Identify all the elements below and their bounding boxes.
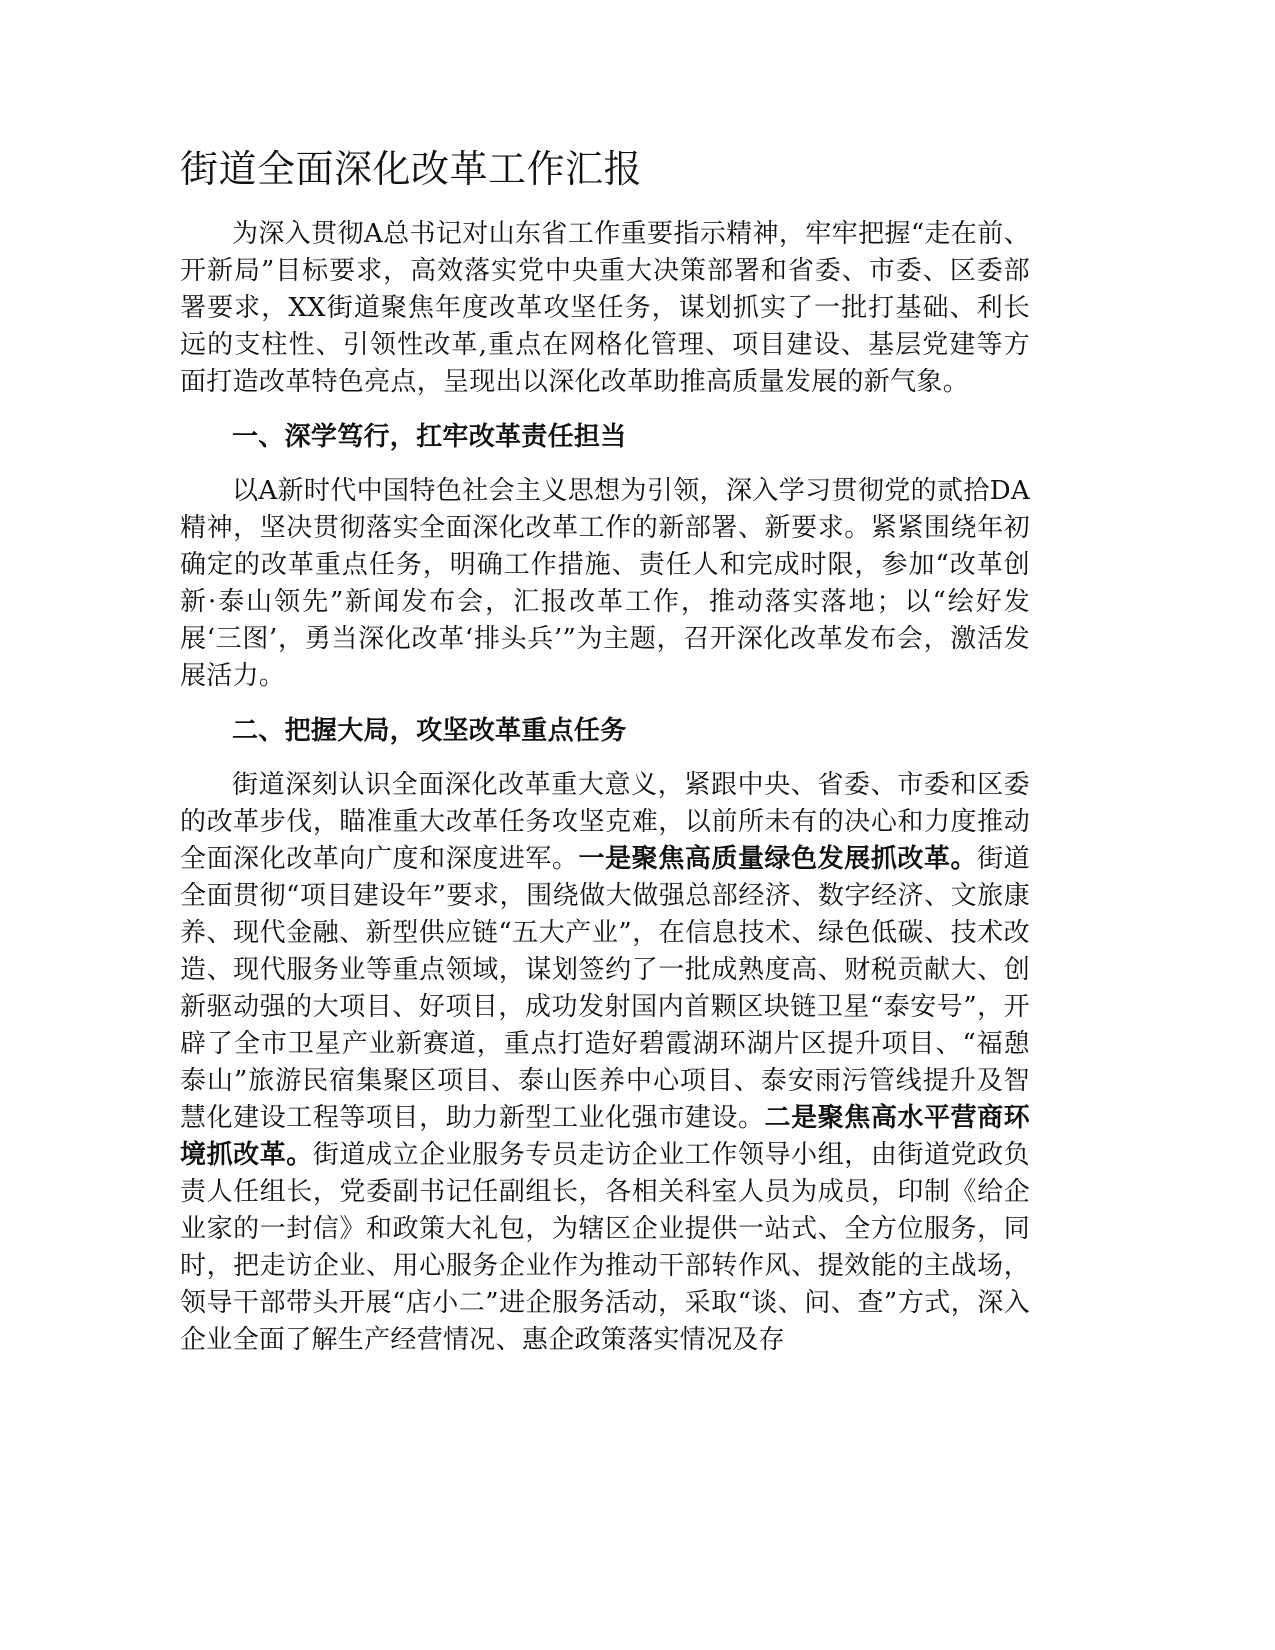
section-1-paragraph: 以A新时代中国特色社会主义思想为引领，深入学习贯彻党的贰拾DA精神，坚决贯彻落实全面深化改革工作的新部署、新要求。紧紧围绕年初确定的改革重点任务，明确工作措施、责任人和完成时限，参加“改革创新·泰山领先”新闻发布会，汇报改革工作，推动落实落地；以“绘好发展‘三图’，勇当深化改革‘排头兵’”为主题，召开深化改革发布会，激活发展活力。 — [180, 476, 1030, 691]
section-1-heading: 一、深学笃行，扛牢改革责任担当 — [232, 422, 627, 452]
section-2-text-2: 街道全面贯彻“项目建设年”要求，围绕做大做强总部经济、数字经济、文旅康养、现代金融、新型供应链“五大产业”，在信息技术、绿色低碳、技术改造、现代服务业等重点领域，谋划签约了一批成熟度高、财税贡献大、创新驱动强的大项目、好项目，成功发射国内首颗区块链卫星“泰安号”，开辟了全市卫星产业新赛道，重点打造好碧霞湖环湖片区提升项目、“福憩泰山”旅游民宿集聚区项目、泰山医养中心项目、泰安雨污管线提升及智慧化建设工程等项目，助力新型工业化强市建设。 — [180, 844, 1030, 1133]
intro-paragraph: 为深入贯彻A总书记对山东省工作重要指示精神，牢牢把握“走在前、开新局”目标要求，高效落实党中央重大决策部署和省委、市委、区委部署要求，XX街道聚焦年度改革攻坚任务，谋划抓实了一批打基础、利长远的支柱性、引领性改革,重点在网格化管理、项目建设、基层党建等方面打造改革特色亮点，呈现出以深化改革助推高质量发展的新气象。 — [180, 219, 1030, 397]
section-2-bold-point-2: 二是聚焦高水平营商环境抓改革。 — [180, 1103, 1030, 1170]
document-page — [180, 140, 1030, 1375]
section-2-heading: 二、把握大局，攻坚改革重点任务 — [232, 716, 627, 746]
section-2-text-3: 街道成立企业服务专员走访企业工作领导小组，由街道党政负责人任组长，党委副书记任副组长，各相关科室人员为成员，印制《给企业家的一封信》和政策大礼包，为辖区企业提供一站式、全方位服务，同时，把走访企业、用心服务企业作为推动干部转作风、提效能的主战场，领导干部带头开展“店小二”进企服务活动，采取“谈、问、查”方式，深入企业全面了解生产经营情况、惠企政策落实情况及存 — [180, 1140, 1030, 1355]
section-2-bold-point-1: 一是聚焦高质量绿色发展抓改革。 — [578, 844, 978, 874]
section-2-paragraph — [180, 767, 1030, 1359]
document-title: 街道全面深化改革工作汇报 — [180, 147, 643, 191]
section-2-text-1: 街道深刻认识全面深化改革重大意义，紧跟中央、省委、市委和区委的改革步伐，瞄准重大改革任务攻坚克难，以前所未有的决心和力度推动全面深化改革向广度和深度进军。 — [180, 770, 1030, 874]
